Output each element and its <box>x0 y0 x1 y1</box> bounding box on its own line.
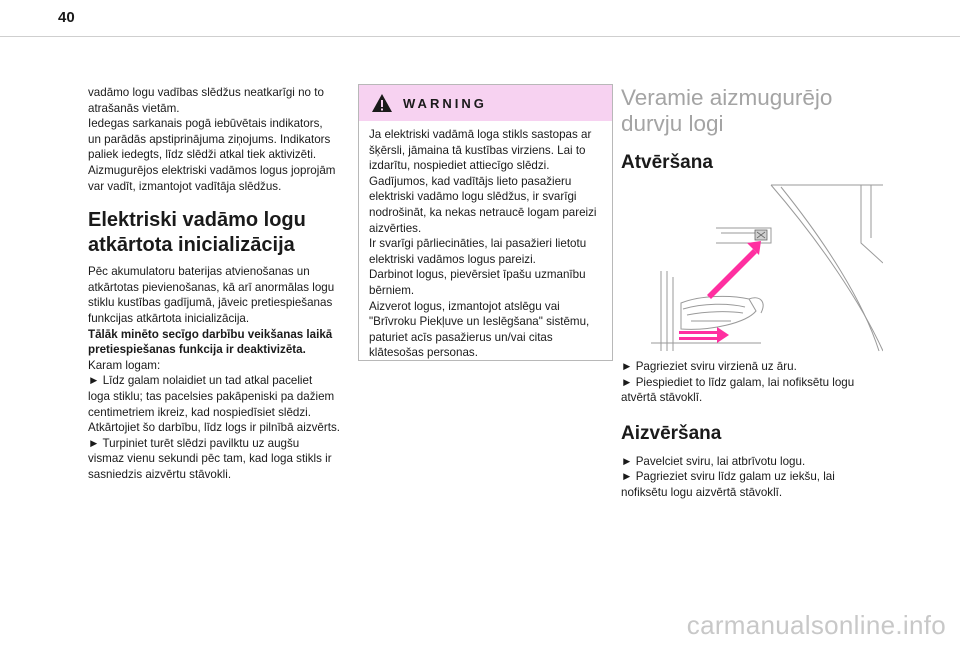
header-rule <box>0 36 960 37</box>
opening-step: ► Pagrieziet sviru virzienā uz āru. <box>621 360 797 373</box>
window-lever-illustration <box>621 183 883 353</box>
column-left <box>88 85 350 482</box>
body-line: sasniedzis aizvērtu stāvokli. <box>88 467 232 481</box>
closing-step: ► Pagrieziet sviru līdz galam uz iekšu, lai <box>621 470 835 484</box>
arrow-open-direction <box>707 249 757 299</box>
intro-line: paliek iedegts, līdz slēdži atkal tiek aktivizēti. <box>88 148 317 162</box>
title-line: Veramie aizmugurējo <box>621 85 833 110</box>
page-number: 40 <box>58 9 75 26</box>
warning-line: Aizverot logus, izmantojot atslēgu vai <box>369 299 560 313</box>
body-line: funkcijas atkārtota inicializācija. <box>88 311 250 325</box>
section-title-rear-windows <box>621 85 883 137</box>
opening-step: atvērtā stāvoklī. <box>621 391 703 405</box>
warning-line: Gadījumos, kad vadītājs lieto pasažieru <box>369 174 572 188</box>
body-line: vismaz vienu sekundi pēc tam, kad loga stikls ir <box>88 452 332 466</box>
warning-line: aizvērties. <box>369 221 422 235</box>
body-line: atkārtotas pievienošanas, kā arī anormālas logu <box>88 280 335 294</box>
closing-step: nofiksētu logu aizvērtā stāvoklī. <box>621 485 783 499</box>
warning-line: Ir svarīgi pārliecināties, lai pasažieri lietotu <box>369 237 587 251</box>
intro-line: atrašanās vietām. <box>88 101 180 115</box>
body-line: Pēc akumulatoru baterijas atvienošanas un <box>88 265 310 279</box>
body-line: Atkārtojiet šo darbību, līdz logs ir pilnībā aizvērts. <box>88 421 340 435</box>
window-lever-drawing <box>621 183 883 353</box>
heading-closing: Aizvēršana <box>621 422 722 444</box>
closing-step: ► Pavelciet sviru, lai atbrīvotu logu. <box>621 454 806 468</box>
intro-line: var vadīt, izmantojot vadītāja slēdžus. <box>88 179 282 193</box>
warning-line: bērniem. <box>369 283 415 297</box>
body-line: ► Līdz galam nolaidiet un tad atkal paceliet <box>88 374 313 388</box>
bold-line: pretiespiešanas funkcija ir deaktivizēta. <box>88 343 306 357</box>
warning-line: klātesošas personas. <box>369 346 478 360</box>
section-heading-reinit <box>88 208 350 258</box>
opening-step: ► Piespiediet to līdz galam, lai nofiksētu logu <box>621 375 855 389</box>
warning-box <box>358 84 613 361</box>
warning-line: Ja elektriski vadāmā loga stikls sastopas ar <box>369 128 592 141</box>
heading-line: Elektriski vadāmo logu <box>88 209 306 232</box>
body-line: centimetriem ikreiz, kad nospiedīsiet slēdzi. <box>88 405 311 419</box>
body-line: ► Turpiniet turēt slēdzi pavilktu uz augšu <box>88 436 300 450</box>
warning-line: šķērsli, jāmaina tā kustības virziens. Lai to <box>369 143 586 157</box>
warning-header <box>359 85 612 121</box>
intro-line: vadāmo logu vadības slēdžus neatkarīgi no to <box>88 86 324 99</box>
intro-line: un parādās apstiprinājuma ziņojums. Indikators <box>88 132 331 146</box>
warning-line: "Brīvroku Piekļuve un Ieslēgšana" sistēmu, <box>369 315 590 329</box>
warning-title: WARNING <box>403 95 487 111</box>
warning-line: elektriski vadāmo logu slēdžus, ir svarīgi <box>369 190 577 204</box>
warning-body <box>359 121 612 361</box>
title-line: durvju logi <box>621 111 724 136</box>
body-line: loga stiklu; tas pacelsies pakāpeniski pa dažiem <box>88 389 335 403</box>
body-line: stiklu kustības gadījumā, jāveic pretiespiešanas <box>88 296 333 310</box>
body-line: Karam logam: <box>88 358 161 372</box>
column-right <box>621 85 883 501</box>
warning-triangle-icon <box>371 93 393 113</box>
warning-line: Darbinot logus, pievērsiet īpašu uzmanību <box>369 268 586 282</box>
warning-line: elektriski vadāmos logus pareizi. <box>369 252 536 266</box>
heading-opening: Atvēršana <box>621 152 713 173</box>
warning-line: izdarītu, nospiediet attiecīgo slēdzi. <box>369 159 550 173</box>
site-watermark: carmanualsonline.info <box>686 610 946 640</box>
heading-line: atkārtota inicializācija <box>88 234 295 257</box>
intro-line: Iedegas sarkanais pogā iebūvētais indikators, <box>88 117 323 131</box>
warning-line: nodrošināt, ka nekas netraucē logam pareizi <box>369 205 597 219</box>
warning-line: paturiet acīs pasažierus un/vai citas <box>369 330 553 344</box>
bold-line: Tālāk minēto secīgo darbību veikšanas laikā <box>88 327 333 341</box>
intro-line: Aizmugurējos elektriski vadāmos logus joprojām <box>88 163 336 177</box>
